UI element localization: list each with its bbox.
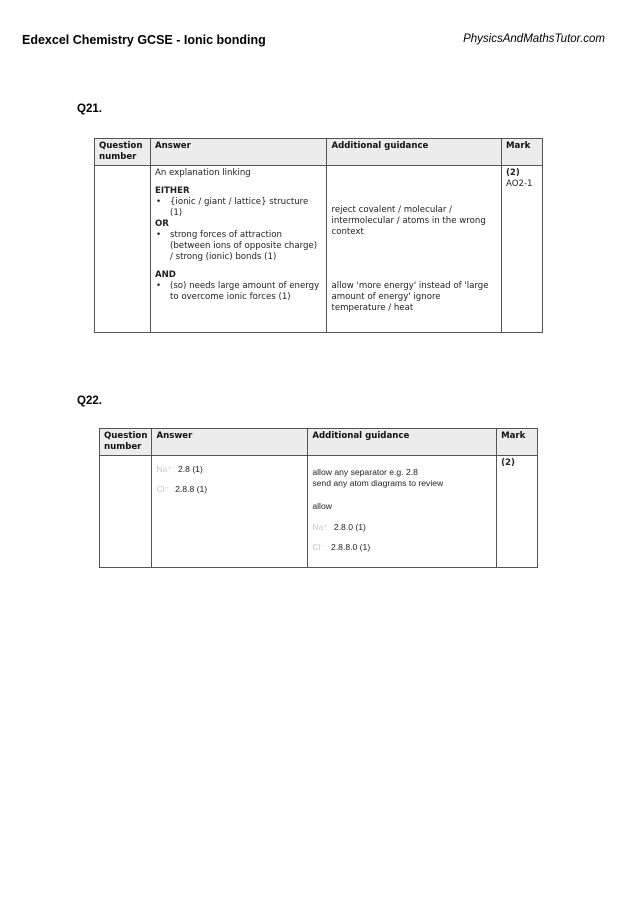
q22-markscheme-table <box>99 428 538 568</box>
either-heading: EITHER <box>154 186 190 196</box>
sodium-ion-symbol: Na⁺ <box>156 464 172 474</box>
guidance-allow-line-1: allow 'more energy' instead of 'large <box>331 281 489 291</box>
q22-mark-cell <box>497 456 538 568</box>
answer-chloride-ion <box>156 484 303 495</box>
guidance-diagrams: send any atom diagrams to review <box>312 478 444 488</box>
q21-mark-value: (2) <box>506 168 520 178</box>
guidance-separator: allow any separator e.g. 2.8 <box>312 467 418 477</box>
sodium-ion-config: 2.8 (1) <box>177 464 203 474</box>
answer-point-1-line-1: • {ionic / giant / lattice} structure <box>169 197 309 207</box>
q22-guidance-cell <box>308 456 497 568</box>
guidance-chloride-ion <box>312 542 492 553</box>
q21-header-question: Question number <box>95 139 151 166</box>
q22-question-number-cell <box>100 456 152 568</box>
q22-label: Q22. <box>77 395 102 407</box>
or-heading: OR <box>154 219 169 229</box>
guidance-chloride-ion-symbol: Cl⁻ <box>312 542 326 552</box>
q21-header-mark: Mark <box>502 139 543 166</box>
answer-point-2 <box>155 230 323 263</box>
answer-point-2-line-2: (between ions of opposite charge) <box>169 241 318 251</box>
guidance-sodium-ion-config: 2.8.0 (1) <box>333 522 366 532</box>
answer-sodium-ion <box>156 464 303 475</box>
q21-mark-cell <box>502 166 543 333</box>
guidance-reject-line-3: context <box>331 227 364 237</box>
answer-point-3 <box>155 281 323 303</box>
answer-point-3-line-1: • (so) needs large amount of energy <box>169 281 320 291</box>
q21-label: Q21. <box>77 103 102 115</box>
answer-point-2-line-1: • strong forces of attraction <box>169 230 282 240</box>
q21-header-guidance: Additional guidance <box>327 139 502 166</box>
q21-answer-row <box>95 166 543 333</box>
guidance-reject-line-2: intermolecular / atoms in the wrong <box>331 216 486 226</box>
q22-answer-cell <box>152 456 308 568</box>
q22-header-question: Question number <box>100 429 152 456</box>
q21-answer-cell <box>150 166 327 333</box>
q21-question-number-cell <box>95 166 151 333</box>
guidance-sodium-ion <box>312 522 492 533</box>
q21-markscheme-table <box>94 138 543 333</box>
q22-header-answer: Answer <box>152 429 308 456</box>
q22-header-guidance: Additional guidance <box>308 429 497 456</box>
q21-header-row <box>95 139 543 166</box>
guidance-allow-line-2: amount of energy' ignore <box>331 292 441 302</box>
q22-header-mark: Mark <box>497 429 538 456</box>
guidance-allow-line-3: temperature / heat <box>331 303 414 313</box>
answer-point-3-line-2: to overcome ionic forces (1) <box>169 292 291 302</box>
chloride-ion-symbol: Cl⁻ <box>156 484 170 494</box>
q21-header-answer: Answer <box>150 139 327 166</box>
q22-mark-value: (2) <box>501 458 515 468</box>
guidance-reject <box>331 205 497 238</box>
answer-point-1-line-2: (1) <box>169 208 183 218</box>
guidance-reject-line-1: reject covalent / molecular / <box>331 205 453 215</box>
chloride-ion-config: 2.8.8 (1) <box>175 484 208 494</box>
guidance-chloride-ion-config: 2.8.8.0 (1) <box>331 542 371 552</box>
answer-intro: An explanation linking <box>154 168 251 178</box>
and-heading: AND <box>154 270 176 280</box>
q21-assessment-objective: AO2-1 <box>506 179 533 189</box>
answer-point-1 <box>155 197 323 219</box>
site-name: PhysicsAndMathsTutor.com <box>463 33 605 45</box>
q22-answer-row <box>100 456 538 568</box>
q21-guidance-cell <box>327 166 502 333</box>
q22-header-row <box>100 429 538 456</box>
document-title: Edexcel Chemistry GCSE - Ionic bonding <box>22 33 266 47</box>
guidance-sodium-ion-symbol: Na⁺ <box>312 522 328 532</box>
guidance-allow <box>331 281 497 314</box>
guidance-allow-heading: allow <box>312 501 332 511</box>
answer-point-2-line-3: / strong (ionic) bonds (1) <box>169 252 277 262</box>
